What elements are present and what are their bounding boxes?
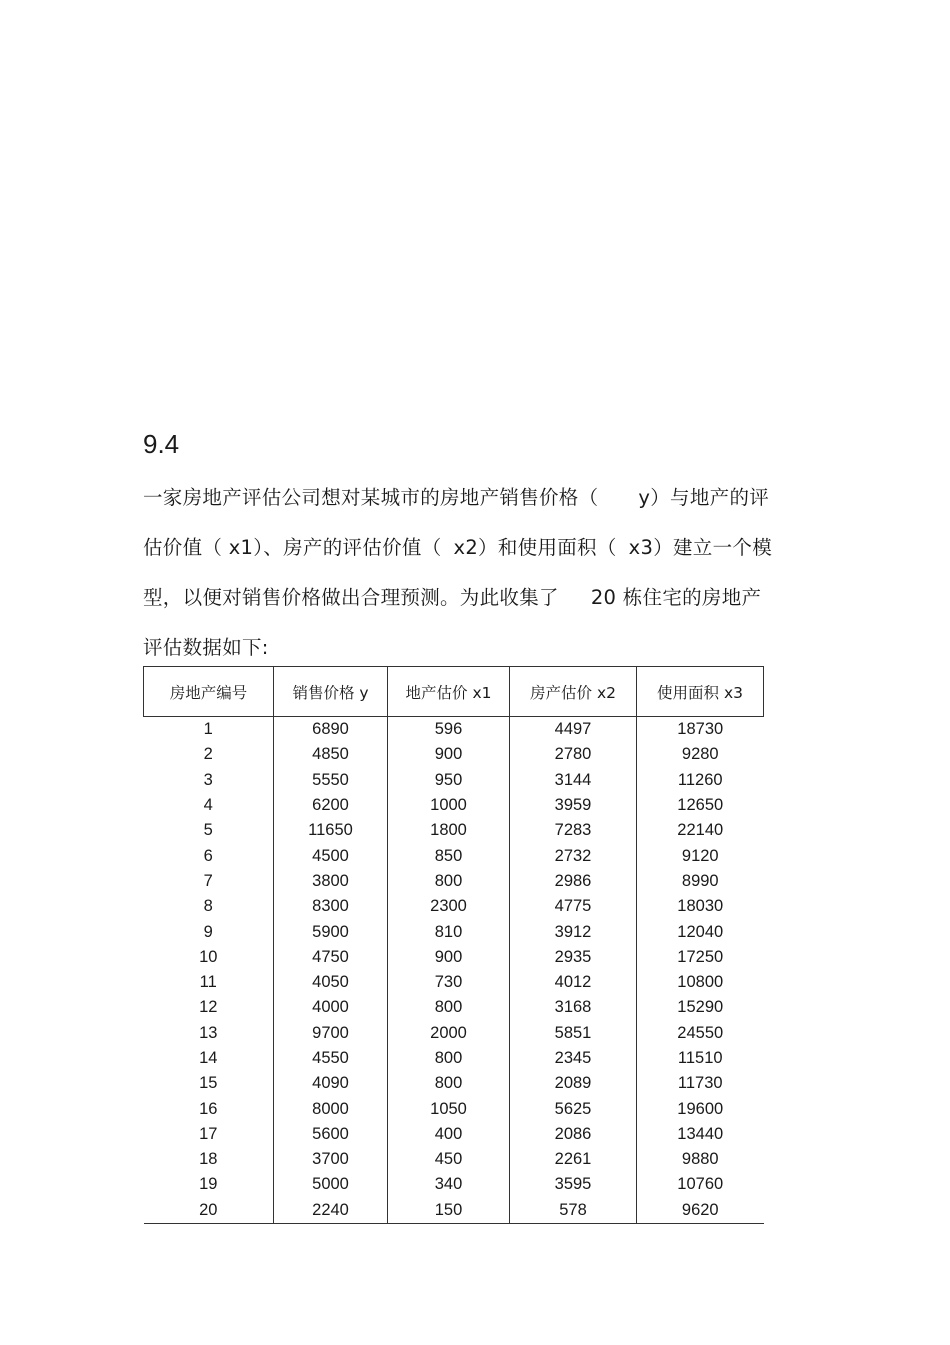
header-property-id: 房地产编号 — [144, 667, 274, 717]
cell-property-id: 10 — [199, 947, 218, 966]
table-row — [144, 1147, 764, 1172]
cell-floor-area: 8990 — [637, 869, 764, 894]
table-row — [144, 919, 764, 944]
intro-line-1-part-a: 一家房地产评估公司想对某城市的房地产销售价格（ — [143, 486, 599, 509]
cell-floor-area: 12650 — [637, 793, 764, 818]
cell-land-valuation: 2300 — [388, 894, 510, 919]
table-row — [144, 1096, 764, 1121]
cell-property-id: 17 — [199, 1124, 218, 1143]
cell-land-valuation: 400 — [388, 1122, 510, 1147]
cell-sale-price: 4750 — [274, 945, 388, 970]
cell-house-valuation: 3595 — [510, 1172, 637, 1197]
cell-land-valuation: 340 — [388, 1172, 510, 1197]
cell-sale-price: 5550 — [274, 768, 388, 793]
intro-line-3-part-b: 20 栋住宅的房地产 — [590, 586, 762, 609]
cell-property-id: 16 — [199, 1099, 218, 1118]
cell-house-valuation: 7283 — [510, 818, 637, 843]
table-row — [144, 717, 764, 743]
cell-property-id: 4 — [203, 796, 213, 815]
table-row — [144, 1071, 764, 1096]
intro-line-2 — [143, 523, 808, 573]
cell-house-valuation: 2261 — [510, 1147, 637, 1172]
header-sale-price: 销售价格 y — [274, 667, 388, 717]
cell-sale-price: 11650 — [274, 818, 388, 843]
cell-property-id: 13 — [199, 1023, 218, 1042]
cell-property-id: 6 — [203, 846, 213, 865]
cell-sale-price: 5600 — [274, 1122, 388, 1147]
cell-house-valuation: 5851 — [510, 1021, 637, 1046]
table-row — [144, 945, 764, 970]
cell-land-valuation: 1800 — [388, 818, 510, 843]
cell-sale-price: 4050 — [274, 970, 388, 995]
cell-floor-area: 17250 — [637, 945, 764, 970]
cell-property-id: 2 — [203, 745, 213, 764]
cell-sale-price: 6890 — [274, 717, 388, 743]
table-row — [144, 970, 764, 995]
header-land-valuation: 地产估价 x1 — [388, 667, 510, 717]
cell-land-valuation: 900 — [388, 742, 510, 767]
table-row — [144, 1122, 764, 1147]
cell-floor-area: 11730 — [637, 1071, 764, 1096]
cell-house-valuation: 2345 — [510, 1046, 637, 1071]
cell-land-valuation: 850 — [388, 843, 510, 868]
table-row — [144, 869, 764, 894]
cell-sale-price: 5900 — [274, 919, 388, 944]
cell-sale-price: 5000 — [274, 1172, 388, 1197]
cell-property-id: 9 — [203, 922, 213, 941]
cell-land-valuation: 810 — [388, 919, 510, 944]
cell-house-valuation: 4775 — [510, 894, 637, 919]
cell-sale-price: 9700 — [274, 1021, 388, 1046]
cell-house-valuation: 4012 — [510, 970, 637, 995]
table-row — [144, 995, 764, 1020]
cell-land-valuation: 1050 — [388, 1096, 510, 1121]
cell-land-valuation: 450 — [388, 1147, 510, 1172]
cell-land-valuation: 596 — [388, 717, 510, 743]
cell-property-id: 18 — [199, 1150, 218, 1169]
cell-sale-price: 3800 — [274, 869, 388, 894]
table-row — [144, 1198, 764, 1224]
cell-floor-area: 9120 — [637, 843, 764, 868]
cell-house-valuation: 2780 — [510, 742, 637, 767]
cell-sale-price: 4090 — [274, 1071, 388, 1096]
cell-house-valuation: 2089 — [510, 1071, 637, 1096]
cell-house-valuation: 2935 — [510, 945, 637, 970]
table-row — [144, 818, 764, 843]
cell-floor-area: 13440 — [637, 1122, 764, 1147]
cell-floor-area: 12040 — [637, 919, 764, 944]
cell-land-valuation: 150 — [388, 1198, 510, 1224]
intro-line-2-part-c: x3）建立一个模 — [628, 536, 773, 559]
cell-land-valuation: 730 — [388, 970, 510, 995]
intro-line-2-part-a: 估价值（ x1）、房产的评估价值（ — [143, 536, 442, 559]
intro-line-3-part-a: 型，以便对销售价格做出合理预测。为此收集了 — [143, 586, 559, 609]
cell-floor-area: 15290 — [637, 995, 764, 1020]
cell-house-valuation: 4497 — [510, 717, 637, 743]
cell-sale-price: 2240 — [274, 1198, 388, 1224]
table-body — [144, 717, 764, 1224]
cell-property-id: 20 — [144, 1198, 274, 1224]
header-house-valuation: 房产估价 x2 — [510, 667, 637, 717]
cell-sale-price: 8300 — [274, 894, 388, 919]
table-header-row — [144, 667, 764, 717]
cell-property-id: 15 — [199, 1074, 218, 1093]
cell-floor-area: 11510 — [637, 1046, 764, 1071]
cell-floor-area: 24550 — [637, 1021, 764, 1046]
cell-floor-area: 9620 — [637, 1198, 764, 1224]
cell-sale-price: 4000 — [274, 995, 388, 1020]
cell-floor-area: 9880 — [637, 1147, 764, 1172]
cell-land-valuation: 800 — [388, 995, 510, 1020]
cell-property-id: 11 — [199, 973, 217, 992]
header-floor-area: 使用面积 x3 — [637, 667, 764, 717]
table-row — [144, 793, 764, 818]
cell-house-valuation: 578 — [510, 1198, 637, 1224]
property-data-table — [143, 666, 764, 1224]
cell-land-valuation: 2000 — [388, 1021, 510, 1046]
cell-floor-area: 18730 — [637, 717, 764, 743]
cell-house-valuation: 5625 — [510, 1096, 637, 1121]
cell-land-valuation: 900 — [388, 945, 510, 970]
section-number: 9.4 — [143, 429, 180, 459]
cell-floor-area: 11260 — [637, 768, 764, 793]
table-row — [144, 1046, 764, 1071]
table-row — [144, 742, 764, 767]
table-row — [144, 894, 764, 919]
cell-floor-area: 19600 — [637, 1096, 764, 1121]
intro-line-3 — [143, 573, 808, 623]
cell-property-id: 5 — [203, 821, 213, 840]
cell-floor-area: 18030 — [637, 894, 764, 919]
cell-sale-price: 4500 — [274, 843, 388, 868]
cell-house-valuation: 2086 — [510, 1122, 637, 1147]
cell-floor-area: 22140 — [637, 818, 764, 843]
cell-property-id: 1 — [203, 720, 213, 739]
cell-floor-area: 9280 — [637, 742, 764, 767]
cell-property-id: 8 — [203, 897, 213, 916]
cell-property-id: 12 — [199, 998, 218, 1017]
cell-house-valuation: 3168 — [510, 995, 637, 1020]
cell-land-valuation: 800 — [388, 1046, 510, 1071]
table-row — [144, 843, 764, 868]
cell-sale-price: 4550 — [274, 1046, 388, 1071]
cell-house-valuation: 3912 — [510, 919, 637, 944]
intro-line-1-part-b: y）与地产的评 — [638, 486, 770, 509]
intro-paragraph — [143, 473, 808, 673]
cell-house-valuation: 2732 — [510, 843, 637, 868]
cell-sale-price: 8000 — [274, 1096, 388, 1121]
intro-line-4: 评估数据如下: — [143, 636, 269, 659]
cell-property-id: 7 — [203, 871, 213, 890]
intro-line-1 — [143, 473, 808, 523]
intro-line-2-part-b: x2）和使用面积（ — [453, 536, 617, 559]
cell-land-valuation: 800 — [388, 869, 510, 894]
table-row — [144, 1172, 764, 1197]
cell-sale-price: 4850 — [274, 742, 388, 767]
cell-floor-area: 10800 — [637, 970, 764, 995]
cell-house-valuation: 2986 — [510, 869, 637, 894]
cell-property-id: 3 — [203, 770, 213, 789]
cell-sale-price: 6200 — [274, 793, 388, 818]
cell-land-valuation: 800 — [388, 1071, 510, 1096]
cell-property-id: 14 — [199, 1049, 218, 1067]
cell-house-valuation: 3959 — [510, 793, 637, 818]
cell-land-valuation: 1000 — [388, 793, 510, 818]
cell-house-valuation: 3144 — [510, 768, 637, 793]
table-row — [144, 768, 764, 793]
cell-sale-price: 3700 — [274, 1147, 388, 1172]
table-row — [144, 1021, 764, 1046]
cell-floor-area: 10760 — [637, 1172, 764, 1197]
cell-land-valuation: 950 — [388, 768, 510, 793]
cell-property-id: 19 — [199, 1175, 218, 1194]
